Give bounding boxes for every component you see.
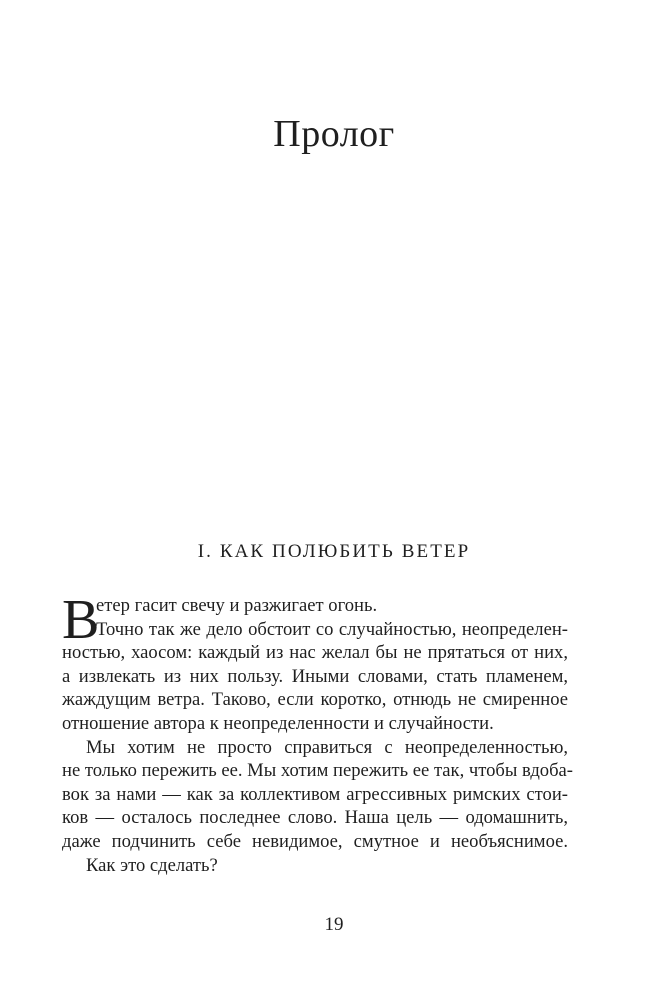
- text-line: вок за нами — как за коллективом агрессивных римских стои-: [62, 783, 568, 805]
- text-line: даже подчинить себе невидимое, смутное и необъяснимое.: [62, 830, 568, 852]
- chapter-title: Пролог: [273, 113, 395, 155]
- text-line: Как это сделать?: [86, 854, 218, 876]
- text-line: етер гасит свечу и разжигает огонь.: [96, 595, 378, 616]
- text-line: ностью, хаосом: каждый из нас желал бы не прятаться от них,: [62, 642, 568, 664]
- text-line: Точно так же дело обстоит со случайностью, неопределен-: [96, 618, 568, 640]
- text-line: не только пережить ее. Мы хотим пережить ее так, чтобы вдоба-: [62, 760, 573, 782]
- drop-cap: В: [62, 589, 100, 651]
- body-text: [62, 589, 573, 877]
- section-heading: I. КАК ПОЛЮБИТЬ ВЕТЕР: [197, 541, 471, 562]
- page-number: 19: [324, 914, 344, 935]
- text-line: а извлекать из них пользу. Иными словами, стать пламенем,: [62, 665, 568, 687]
- text-line: отношение автора к неопределенности и случайности.: [62, 712, 494, 734]
- text-line: жаждущим ветра. Таково, если коротко, отнюдь не смиренное: [62, 689, 568, 711]
- text-line: ков — осталось последнее слово. Наша цель — одомашнить,: [62, 807, 568, 829]
- text-line: Мы хотим не просто справиться с неопределенностью,: [86, 736, 568, 758]
